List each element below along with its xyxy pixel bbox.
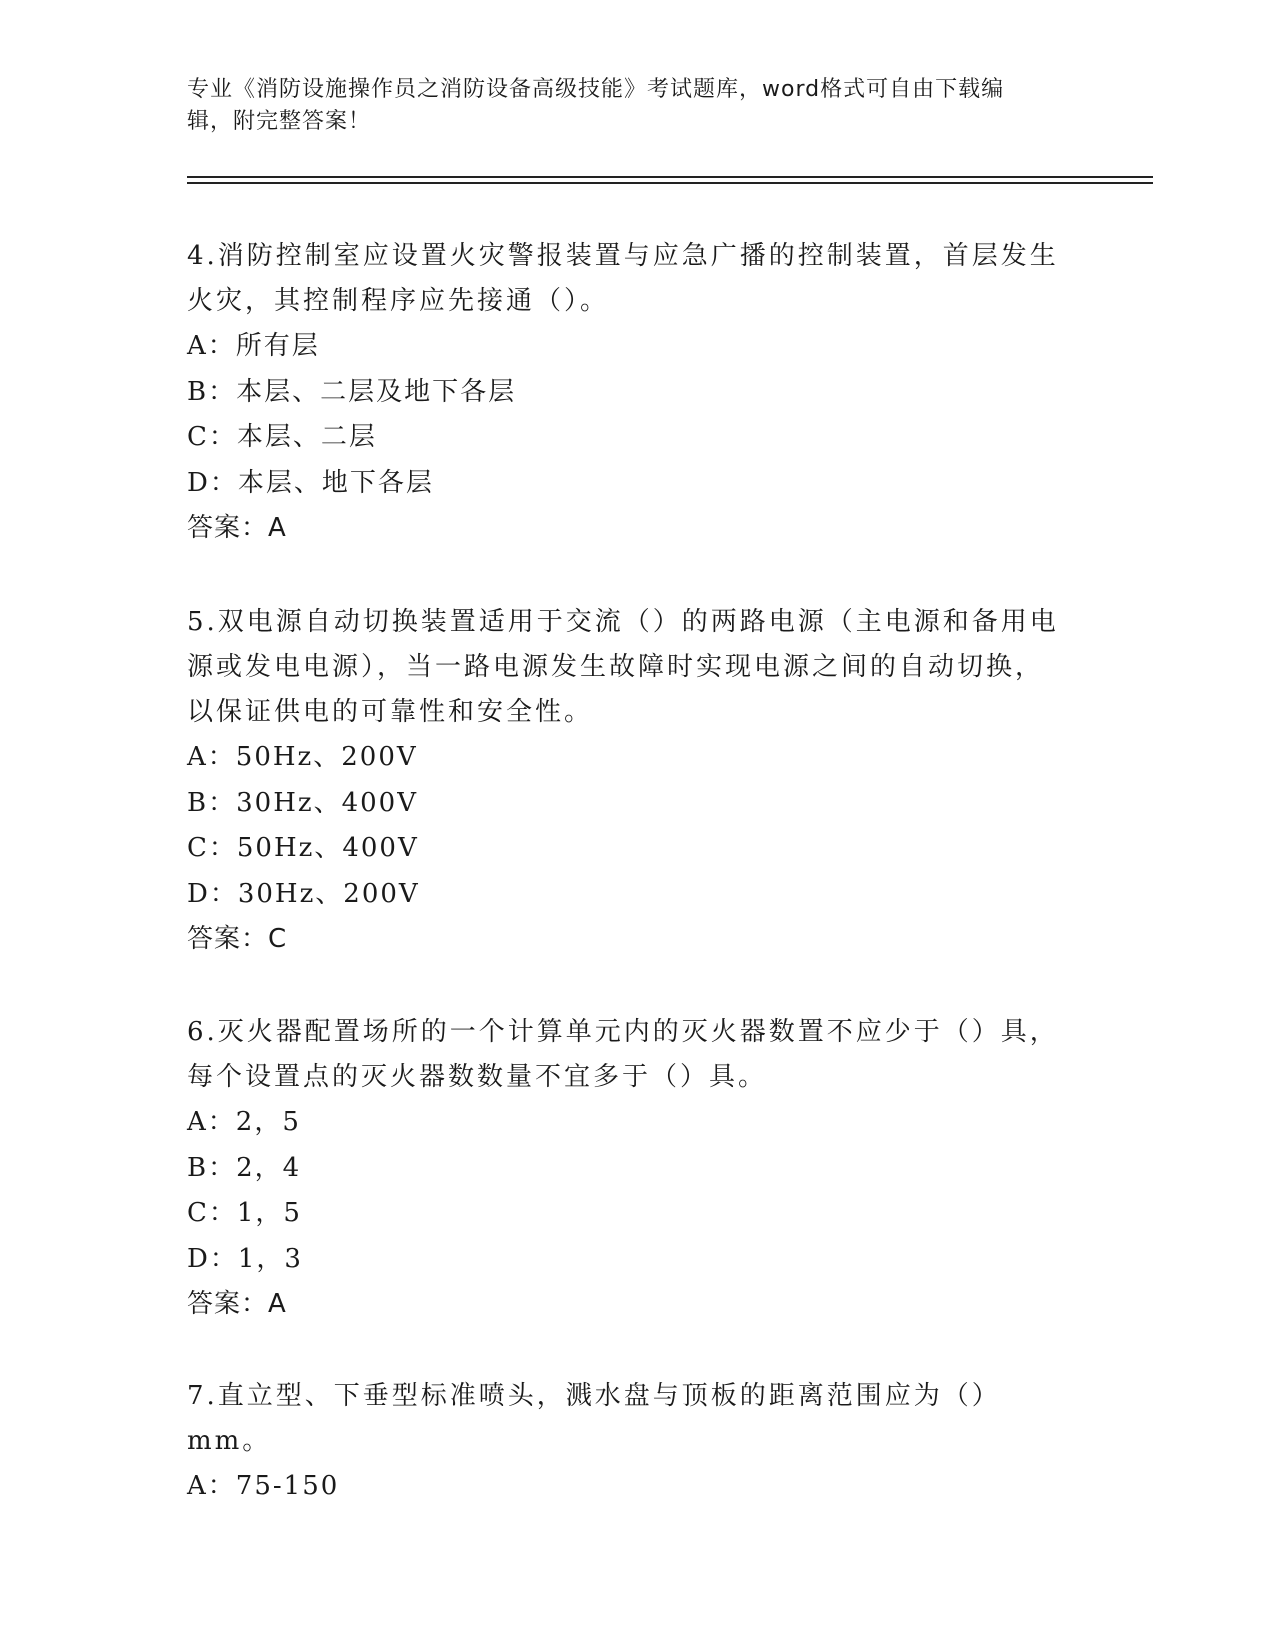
header-line-2: 辑，附完整答案！ <box>187 109 372 134</box>
question-text: 5.双电源自动切换装置适用于交流（）的两路电源（主电源和备用电 <box>187 607 1059 637</box>
option-b: B：2，4 <box>187 1152 302 1183</box>
option-d: D：本层、地下各层 <box>187 467 434 498</box>
option-a: A：所有层 <box>187 331 320 361</box>
option-b: B：本层、二层及地下各层 <box>187 376 517 407</box>
document-header <box>187 74 1067 138</box>
header-line-1: 专业《消防设施操作员之消防设备高级技能》考试题库，word格式可自由下载编 <box>187 77 1005 102</box>
option-c: C：本层、二层 <box>187 422 377 452</box>
header-rule-bottom <box>187 182 1153 184</box>
option-d: D：1，3 <box>187 1243 303 1274</box>
option-a: A：2，5 <box>187 1107 301 1137</box>
question-text: 以保证供电的可靠性和安全性。 <box>187 697 594 727</box>
question-5 <box>187 600 1067 963</box>
question-text: 每个设置点的灭火器数数量不宜多于（）具。 <box>187 1062 768 1092</box>
option-a: A：50Hz、200V <box>187 742 418 772</box>
question-text: 7.直立型、下垂型标准喷头，溅水盘与顶板的距离范围应为（）mm。 <box>187 1381 1001 1456</box>
header-rule-top <box>187 176 1153 178</box>
question-4 <box>187 234 1067 552</box>
question-text: 6.灭火器配置场所的一个计算单元内的灭火器数置不应少于（）具， <box>187 1017 1059 1047</box>
option-a: A：75-150 <box>187 1471 340 1501</box>
question-text: 4.消防控制室应设置火灾警报装置与应急广播的控制装置，首层发生 <box>187 241 1059 271</box>
question-text: 源或发电电源），当一路电源发生故障时实现电源之间的自动切换， <box>187 652 1045 682</box>
option-d: D：30Hz、200V <box>187 878 420 909</box>
option-c: C：50Hz、400V <box>187 833 419 863</box>
question-7 <box>187 1374 1067 1510</box>
question-text: 火灾，其控制程序应先接通（）。 <box>187 286 610 316</box>
answer-line: 答案：A <box>187 513 287 543</box>
question-6 <box>187 1010 1067 1328</box>
option-b: B：30Hz、400V <box>187 787 418 818</box>
option-c: C：1，5 <box>187 1198 302 1228</box>
answer-line: 答案：A <box>187 1289 287 1319</box>
answer-line: 答案：C <box>187 924 288 954</box>
